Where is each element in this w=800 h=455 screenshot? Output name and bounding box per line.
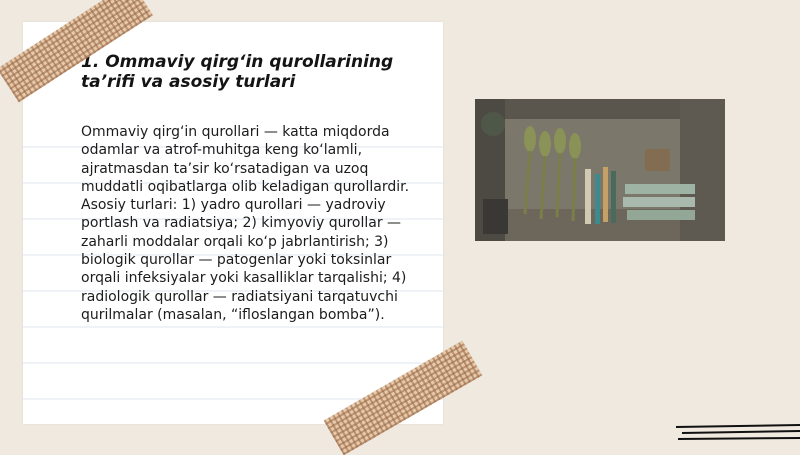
lined-paper-card bbox=[23, 22, 443, 424]
slide-body-text: Ommaviy qirg‘in qurollari — katta miqdorda odamlar va atrof-muhitga keng ko‘lamli, ajratmasdan ta’sir ko‘rsatadigan va uzoq muddatli oqibatlarga olib keladigan qurollardir. Asosiy turlari: 1) yadro qurollari — yadroviy portlash va radiatsiya; 2) kimyoviy qurollar — zaharli moddalar orqali ko‘p jabrlantirish; 3) biologik qurollar — patogenlar yoki toksinlar orqali infeksiyalar yoki kasalliklar tarqalishi; 4) radiologik qurollar — radiatsiyani tarqatuvchi qurilmalar (masalan, “ifloslangan bomba”). bbox=[81, 124, 410, 323]
slide-title: 1. Ommaviy qirg‘in qurollarining ta’rifi va asosiy turlari bbox=[81, 52, 394, 92]
decorative-lines bbox=[676, 423, 800, 445]
weapons-photo bbox=[475, 99, 725, 241]
